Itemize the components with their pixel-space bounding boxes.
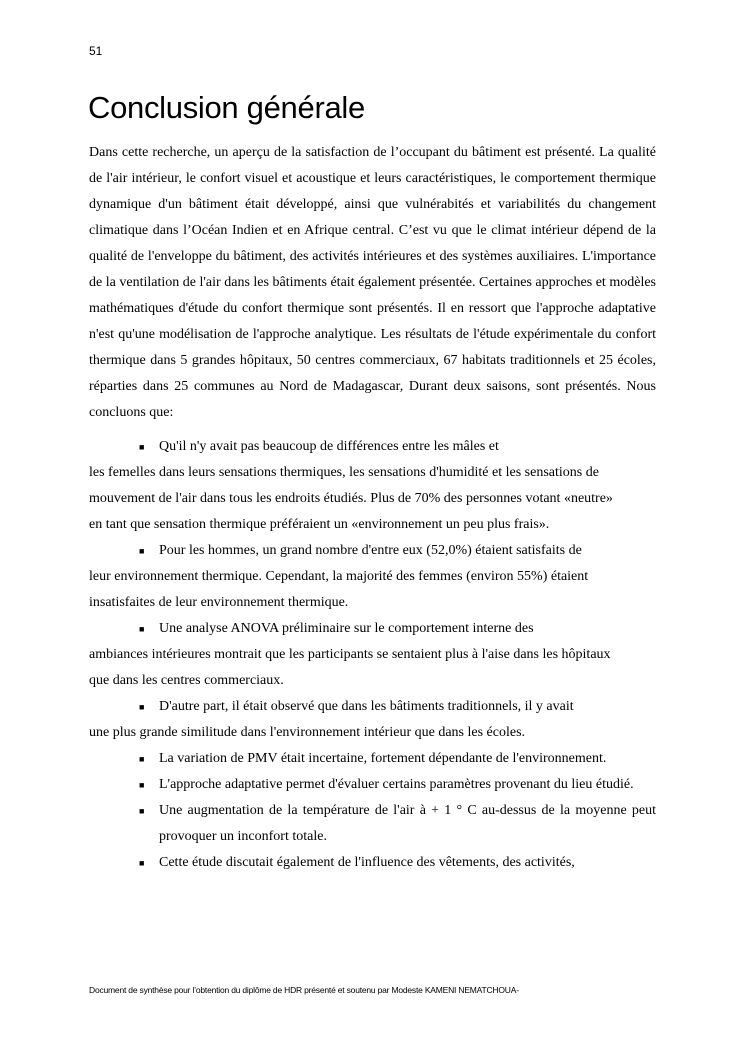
bullet-item	[89, 434, 656, 538]
intro-paragraph: Dans cette recherche, un aperçu de la satisfaction de l’occupant du bâtiment est présenté. La qualité de l'air intérieur, le confort visuel et acoustique et leurs caractéristiques, le comportement thermique dynamique d'un bâtiment était développé, ainsi que vulnérabités et variabilités du changement climatique dans l’Océan Indien et en Afrique central. C’est vu que le climat intérieur dépend de la qualité de l'enveloppe du bâtiment, des activités intérieures et des systèmes auxiliaires. L'importance de la ventilation de l'air dans les bâtiments était également présentée. Certaines approches et modèles mathématiques d'étude du confort thermique sont présentés. Il en ressort que l'approche adaptative n'est qu'une modélisation de l'approche analytique. Les résultats de l'étude expérimentale du confort thermique dans 5 grandes hôpitaux, 50 centres commerciaux, 67 habitats traditionnels et 25 écoles, réparties dans 25 communes au Nord de Madagascar, Durant deux saisons, sont présentés. Nous concluons que:	[89, 145, 656, 420]
bullet-continuation: insatisfaites de leur environnement thermique.	[89, 595, 349, 610]
bullet-square-icon: ■	[139, 780, 145, 790]
bullet-item	[89, 616, 656, 694]
page-title: Conclusion générale	[88, 90, 365, 125]
bullet-continuation: leur environnement thermique. Cependant, la majorité des femmes (environ 55%) étaient	[89, 569, 589, 584]
bullet-text: L'approche adaptative permet d'évaluer certains paramètres provenant du lieu étudié.	[159, 777, 634, 792]
bullet-square-icon: ■	[139, 754, 145, 764]
bullet-square-icon: ■	[139, 858, 145, 868]
page-footer: Document de synthèse pour l’obtention du diplôme de HDR présenté et soutenu par Modeste KAMENI NEMATCHOUA-	[89, 985, 519, 995]
bullet-item	[89, 798, 656, 850]
bullet-item	[89, 850, 656, 876]
bullet-text: Cette étude discutait également de l'influence des vêtements, des activités,	[159, 855, 575, 870]
bullet-square-icon: ■	[139, 806, 145, 816]
document-body	[89, 140, 656, 876]
bullet-item	[89, 694, 656, 746]
page-number: 51	[89, 44, 103, 58]
bullet-continuation: que dans les centres commerciaux.	[89, 673, 284, 688]
bullet-item	[89, 538, 656, 616]
bullet-continuation: mouvement de l'air dans tous les endroits étudiés. Plus de 70% des personnes votant «neutre»	[89, 491, 613, 506]
bullet-continuation: en tant que sensation thermique préféraient un «environnement un peu plus frais».	[89, 517, 550, 532]
bullet-square-icon: ■	[139, 546, 145, 556]
bullet-text: Une augmentation de la température de l'air à + 1 ° C au-dessus de la moyenne peut provoquer un inconfort totale.	[159, 803, 656, 844]
bullet-text: D'autre part, il était observé que dans les bâtiments traditionnels, il y avait	[159, 699, 574, 714]
bullet-continuation: une plus grande similitude dans l'environnement intérieur que dans les écoles.	[89, 725, 526, 740]
bullet-text: Une analyse ANOVA préliminaire sur le comportement interne des	[159, 621, 534, 636]
bullet-square-icon: ■	[139, 624, 145, 634]
bullet-text: Qu'il n'y avait pas beaucoup de différences entre les mâles et	[159, 439, 499, 454]
bullet-text: Pour les hommes, un grand nombre d'entre eux (52,0%) étaient satisfaits de	[159, 543, 582, 558]
bullet-square-icon: ■	[139, 702, 145, 712]
bullet-text: La variation de PMV était incertaine, fortement dépendante de l'environnement.	[159, 751, 607, 766]
bullet-square-icon: ■	[139, 442, 145, 452]
bullet-continuation: les femelles dans leurs sensations thermiques, les sensations d'humidité et les sensations de	[89, 465, 599, 480]
bullet-item	[89, 746, 656, 772]
bullet-continuation: ambiances intérieures montrait que les participants se sentaient plus à l'aise dans les hôpitaux	[89, 647, 611, 662]
bullet-item	[89, 772, 656, 798]
